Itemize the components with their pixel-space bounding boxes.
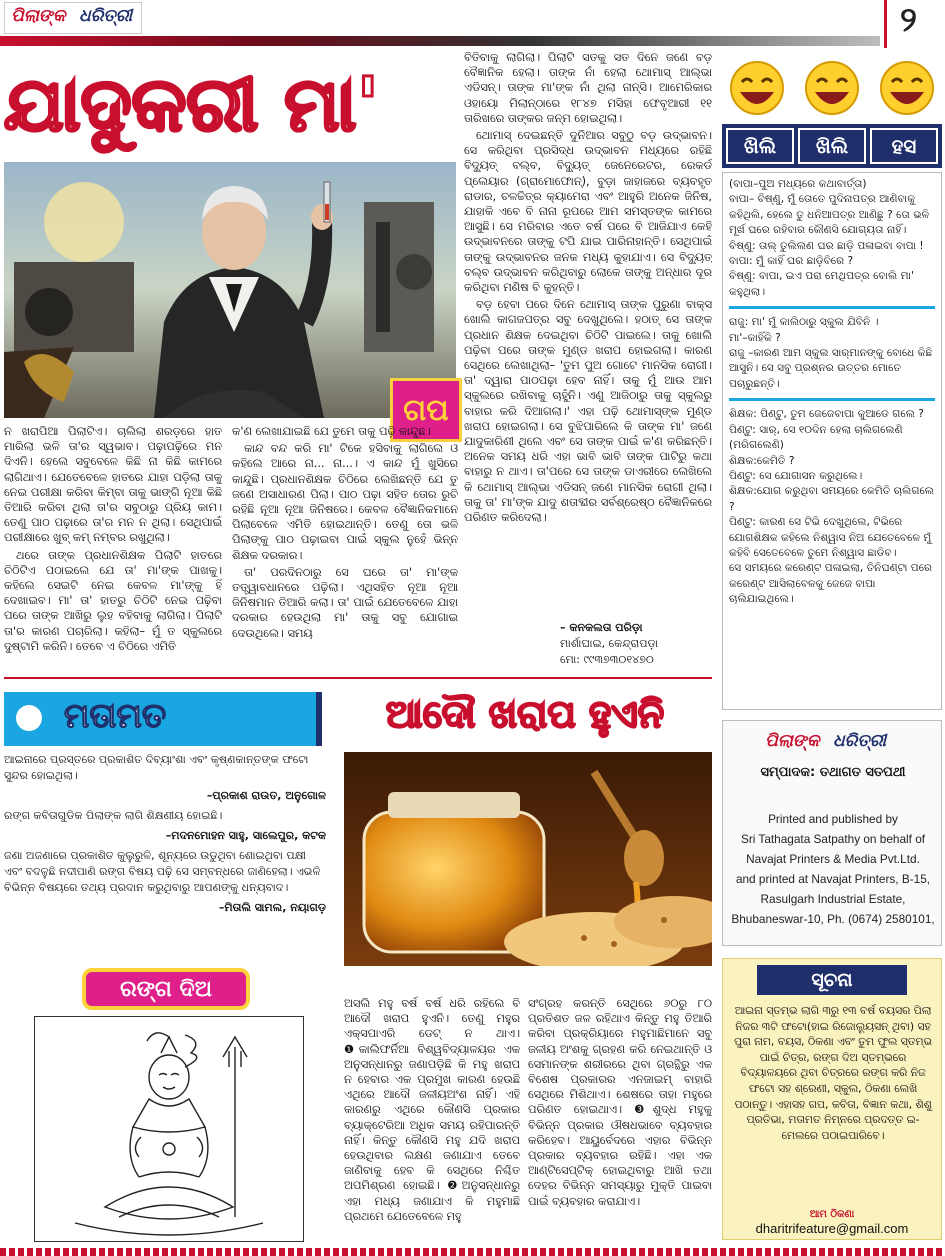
opinion-text: ଜଣା ଅଜଣାରେ ପ୍ରକାଶିତ କୁଲୁରୁଳି, ଶୂନ୍ୟରେ ଉଡୁଥିବା ଶୋଇଥିବା ପକ୍ଷୀ ଏବଂ ବଦଳୁଛି ନଦୀପାଣି ରଙ୍ଗ ବିଷୟ ପଢ଼ି ସେ ସମ୍ବନ୍ଧରେ ଜାଣିହେଲା। ଏଭଳି ବିଭିନ୍ନ ବିଷୟରେ ତଥ୍ୟ ପ୍ରଦାନ କରୁଥିବାରୁ ଆପଣଙ୍କୁ ଧନ୍ୟବାଦ। <box>4 849 321 894</box>
footer-rule <box>0 1248 945 1256</box>
logo-red-text: ପିଲାଙ୍କ <box>11 6 66 26</box>
imprint-line: Navajat Printers & Media Pvt.Ltd. <box>746 852 920 866</box>
honey-title: ଆଦୌ ଖରାପ ହୁଏନି <box>385 692 665 736</box>
opinions-title-bar <box>4 692 322 746</box>
author-place: ମାର୍ଶାଘାଇ, କେନ୍ଦ୍ରାପଡ଼ା <box>560 637 659 650</box>
honey-image <box>344 752 712 966</box>
opinion-text: ରଙ୍ଗ କବିତାଗୁଡିକ ପିଲାଙ୍କ ଲାଗି ଶିକ୍ଷଣୀୟ ହୋଇଛି। <box>4 809 223 822</box>
coloring-title-badge <box>82 968 250 1010</box>
notice-title-bar <box>757 965 907 995</box>
notice-body: ଆଇନା ସ୍ତମ୍ଭ ଲାଗି ୩ରୁ ୧୩ ବର୍ଷ ବୟସର ପିଲା ନିଜର ୩ଟି ଫଟୋ(ହାଇ ରିଜୋଲ୍ୟୁସନ୍ ଥିବା) ସହ ପୁରା ନାମ, ବୟସ, ଠିକଣା ଏବଂ ତୁମ ଫୁଲ ସ୍ତମ୍ଭ ପାଇଁ ଚିତ୍ର, ରଙ୍ଗ ଦିଅ ସ୍ତମ୍ଭରେ ବିଦ୍ୟାଳୟରେ ଥିବା ଚିତ୍ରରେ ରଙ୍ଗ କରି ନିଜ ଫଟୋ ସହ ଶ୍ରେଣୀ, ସ୍କୁଲ, ଠିକଣା ଲେଖି ପଠାନ୍ତୁ। ଏହାସହ ଗପ, କବିତା, ବିଜ୍ଞାନ କଥା, ଶିଶୁ ପ୍ରତିଭା, ମତାମତ ନିମ୍ନରେ ପ୍ରଦତ୍ତ ଇ-ମେଲରେ ପଠାଇପାରିବେ। <box>734 1004 932 1142</box>
story-paragraph: ତା' ପରଦିନଠାରୁ ସେ ଘରେ ତା' ମା'ଙ୍କ ତତ୍ତ୍ୱାବଧାନରେ ପଢ଼ିଲା। ଏଥିସହିତ ନୂଆ ନୂଆ ଜିନିଷମାନ ତିଆରି କଲା। ତା' ପାଇଁ ଯେତେବେଳେ ଯାହା ଦରକାର ହେଉଥିଲା ମା' ତାକୁ ସବୁ ଯୋଗାଇ ଦେଉଥିଲେ। ସମୟ <box>232 565 458 640</box>
coloring-frame <box>34 1016 304 1242</box>
section-divider <box>4 677 712 679</box>
joke-line: ରାଜୁ: ମା' ମୁଁ କାଲିଠାରୁ ସ୍କୁଲ ଯିବିନି । <box>729 316 879 329</box>
header-rule <box>0 36 880 46</box>
masthead-box <box>722 720 942 946</box>
opinion-item <box>4 848 326 916</box>
page-number: ୨ <box>900 0 917 40</box>
laughing-face-icon <box>806 62 858 114</box>
imprint-line: Bhubaneswar-10, Ph. (0674) 2580101, <box>731 912 935 926</box>
story-paragraph: ବଡ଼ ହେବା ପରେ ଦିନେ ଥୋମାସ୍ ତାଙ୍କ ପୁରୁଣା ବାକ୍ସ ଖୋଲି କାଗଜପତ୍ର ସବୁ ଦେଖୁଥିଲେ। ହଠାତ୍ ସେ ତାଙ୍କ ପ୍ରଧାନ ଶିକ୍ଷକ ଦେଇଥିବା ଚିଠିଟି ପାଇଲେ। ତାକୁ ଖୋଲି ପଢ଼ିବା ପରେ ତାଙ୍କ ମୁଣ୍ଡ ଖରାପ ହୋଇଗଲା। କାରଣ ସେଥିରେ ଲେଖାଥିଲା– 'ତୁମ ପୁଅ ଗୋଟେ ମାନସିକ ରୋଗୀ। ତା' ଦ୍ୱାରା ପାଠପଢ଼ା ହେବ ନାହିଁ। ତାକୁ ମୁଁ ଆଉ ଆମ ସ୍କୁଲରେ ରଖିବାକୁ ଚାହୁଁନି। ଏଣୁ ଆଜିଠାରୁ ତାକୁ ସ୍କୁଲରୁ ବାହାର କରି ଦିଆଗଲା।' ଏହା ପଢ଼ି ଥୋମାସ୍‌ଙ୍କ ମୁଣ୍ଡ ଖରାପ ହୋଇଗଲା। ସେ ବୁଝିପାରିଲେ କି ତାଙ୍କ ମା' ଜଣେ ଯାଦୁକାରିଣୀ ଥିଲେ ଏବଂ ସେ ତାଙ୍କ ପାଇଁ କ'ଣ କରିଛନ୍ତି। ଅନେକ ସମୟ ଧରି ଏହା ଭାବି ଭାବି ତାଙ୍କ ପାଟିରୁ କଥା ବାହାରୁ ନ ଥାଏ। ତା'ପରେ ସେ ତାଙ୍କ ଡାଏରୀରେ ଲେଖିଲେ କି ଥୋମାସ୍ ଆଲ୍ଭା ଏଡିସନ୍ ଜଣେ ମାନସିକ ରୋଗୀ ଥିଲା। ତାକୁ ତା' ମା'ଙ୍କ ଯାଦୁ ଶତାବ୍ଦୀର ସର୍ବଶ୍ରେଷ୍ଠ ବୈଜ୍ଞାନିକରେ ପରିଣତ କରିଦେଲା। <box>464 298 712 525</box>
joke-divider <box>729 398 935 401</box>
story-paragraph: କାନ୍ଦ ବନ୍ଦ କରି ମା' ଟିକେ ହସିବାକୁ ଲାଗିଲେ ଓ କହିଲେ ଆରେ ନା... ନା...। ଏ କାନ୍ଦ ମୁଁ ଖୁସିରେ କାନ୍ଦୁଛି। ପ୍ରଧାନଶିକ୍ଷକ ଚିଠିରେ ଲେଖିଛନ୍ତି ଯେ ତୁ ଜଣେ ଅସାଧାରଣ ପିଲା। ପାଠ ପଢ଼ା ସହିତ ତୋର ରୁଚି ରହିଛି ନୂଆ ନୂଆ ଜିନିଷରେ। କେବଳ ବୈଜ୍ଞାନିକମାନେ ପିଲାବେଳେ ଏମିତି ହୋଇଥାନ୍ତି। ତେଣୁ ତୋ ଭଳି ପିଲାଙ୍କୁ ପାଠ ପଢ଼ାଇବା ପାଇଁ ସ୍କୁଲ ନୁହେଁ ଭିନ୍ନ ଶିକ୍ଷକ ଦରକାର। <box>232 442 458 562</box>
jokes-title-word <box>870 128 938 164</box>
bullet-circle-icon <box>16 705 42 731</box>
imprint-line: and printed at Navajat Printers, B-15, <box>735 872 931 886</box>
joke-block <box>729 315 935 392</box>
joke-line: ପିଣ୍ଟୁ: ସେ ଯୋଗାସନ କରୁଥିଲେ। <box>729 469 863 482</box>
jokes-title-word <box>726 128 794 164</box>
opinion-author: –ମଦନମୋହନ ସାହୁ, ସାଲେପୁର, କଟକ <box>165 829 326 842</box>
logo-blue-text: ଧରିତ୍ରୀ <box>79 6 133 26</box>
notice-box <box>722 958 942 1240</box>
opinion-author: –ମିତାଲି ସାମଲ, ନୟାଗଡ଼ <box>218 901 326 914</box>
story-column-3 <box>464 50 712 616</box>
story-column-2 <box>232 424 458 670</box>
page-number-divider <box>884 0 887 48</box>
jokes-title-word <box>798 128 866 164</box>
masthead-editor: ସମ୍ପାଦକ: ତଥାଗତ ସତପଥୀ <box>760 765 906 780</box>
story-author <box>560 620 712 668</box>
jokes-title-word-text: ଖିଲି <box>743 134 777 158</box>
joke-line: ସେ ସମୟରେ କରେଣ୍ଟ ପଳାଇଲା, ତିନିଘଣ୍ଟା ପରେ କରେଣ୍ଟ ଆସିଲାବେଳକୁ ଜେଜେ ବାପା ଚାଲିଯାଇଥିଲେ। <box>729 562 933 606</box>
joke-line: ଶିକ୍ଷକ:କେମିତି ? <box>729 454 795 467</box>
jokes-box <box>722 172 942 710</box>
laughing-emoji-row <box>722 58 942 118</box>
logo-blue-text: ଧରିତ୍ରୀ <box>833 731 887 751</box>
shiva-drawing <box>35 1017 303 1241</box>
honey-column-1: ଅସଲି ମହୁ ବର୍ଷ ବର୍ଷ ଧରି ରହିଲେ ବି ଆଦୌ ଖରାପ ହୁଏନି। ତେଣୁ ମହୁର ଏକ୍ସପାଏରି ଡେଟ୍ ନ ଥାଏ। ❶କାଲିଫର୍ନିଆ ବିଶ୍ୱବିଦ୍ୟାଳୟର ଏକ ଅନୁସନ୍ଧାନରୁ ଜଣାପଡ଼ିଛି କି ମହୁ ଖରାପ ନ ହେବାର ଏକ ପ୍ରମୁଖ କାରଣ ହେଉଛି ଏଥିରେ ଆଦୌ ଜଳୀୟଅଂଶ ନାହିଁ। ଏହି କାରଣରୁ ଏଥିରେ କୌଣସି ପ୍ରକାର ବ୍ୟାକ୍ଟେରିଆ ଅଧିକ ସମୟ ରହିପାରନ୍ତି ନାହିଁ। କିନ୍ତୁ କୌଣସି ମହୁ ଯଦି ଖରାପ ହେଉଥିବାର ଲକ୍ଷଣ ଜଣାଯାଏ ତେବେ ଜାଣିବାକୁ ହେବ କି ସେଥିରେ ନିଶ୍ଚିତ ଅପମିଶ୍ରଣ ହୋଇଛି। ❷ଅନୁସନ୍ଧାନରୁ ଏହା ମଧ୍ୟ ଜଣାଯାଏ କି ମହୁମାଛି ପ୍ରଥମେ ଯେତେବେଳେ ମହୁ <box>344 997 520 1223</box>
logo-red-text: ପିଲାଙ୍କ <box>765 731 820 751</box>
opinions-list <box>4 752 326 920</box>
joke-line: ପିଣ୍ଟୁ: କାରଣ ସେ ଟିଭି ଦେଖୁଥିଲେ, ଟିଭିରେ ଯୋଗଶିକ୍ଷକ କହିଲେ ନିଶ୍ୱାସ ନିଅ ଯେତେବେଳେ ମୁଁ କହିବି ସେତେବେଳେ ତୁମେ ନିଶ୍ୱାସ ଛାଡିବ। <box>729 516 932 559</box>
story-paragraph: ବିତିବାକୁ ଲାଗିଲା। ପିଲାଟି ସତକୁ ସତ ଦିନେ ଜଣେ ବଡ଼ ବୈଜ୍ଞାନିକ ହେଲା। ତାଙ୍କ ନାଁ ହେଲା ଥୋମାସ୍ ଆଲ୍ଭା ଏଡିସନ୍। ତାଙ୍କ ମା'ଙ୍କ ନାଁ ଥିଲା ନାନ୍ସି। ଆମେରିକାର ଓହାୟୋ ମିଲାନ୍‌ଠାରେ ୧୮୪୭ ମସିହା ଫେବୃଆରୀ ୧୧ ତାରିଖରେ ତାଙ୍କର ଜନ୍ମ ହୋଇଥିଲା। <box>464 51 712 125</box>
story-paragraph: ଥୋମାସ୍ ଦେଇଛନ୍ତି ଦୁନିଆର ସବୁଠୁ ବଡ଼ ଉଦ୍ଭାବନ। ସେ କରିଥିବା ପ୍ରସିଦ୍ଧ ଉଦ୍ଭାବନ ମଧ୍ୟରେ ରହିଛି ବିଦ୍ୟୁତ୍ ବଲ୍ବ, ବିଦ୍ୟୁତ୍ ଜେନେରେଟର, ରେକର୍ଡ ପ୍ଲେୟାର (ଗ୍ରାମୋଫୋନ୍), ବୁଡ଼ା ଜାହାଜରେ ବ୍ୟବହୃତ ରାଡାର, ଚଳଚ୍ଚିତ୍ର କ୍ୟାମେରା ଏବଂ ଆହୁରି ଅନେକ ଜିନିଷ, ଯାହାକି ଏବେ ବି ନାନା ରୂପରେ ଆମ ସମସ୍ତଙ୍କ କାମରେ ଆସୁଛି। ସେ ମରିବାର ଏତେ ବର୍ଷ ପରେ ବି ଆଜିଯାଏ କେହି ଉଦ୍ଭାବନରେ ତାଙ୍କୁ ଟପି ଯାଇ ପାରିନାହାନ୍ତି। ସେଥିପାଇଁ ତାଙ୍କୁ ଉଦ୍ଭାବନର ଜନକ ମଧ୍ୟ କୁହାଯାଏ। ସେ ବିଦ୍ୟୁତ୍ ବଲ୍ବ ଉଦ୍ଭାବନ କରିଥିବାରୁ ଲୋକେ ତାଙ୍କୁ ଅନ୍ଧାର ଦୂର କରିଥିବା ମଣିଷ ବି କୁହନ୍ତି। <box>464 129 712 295</box>
opinion-item <box>4 808 326 844</box>
jokes-title-bar <box>722 124 942 168</box>
joke-line: ରାଜୁ –କାରଣ ଆମ ସ୍କୁଲ ସାର୍‌ମାନଙ୍କୁ ବୋଧେ କିଛି ଆସୁନି। ସେ ସବୁ ପ୍ରଶ୍ନର ଉତ୍ତର ମୋତେ ପଚାରୁଛନ୍ତି। <box>729 347 933 390</box>
story-paragraph: କ'ଣ ଲେଖାଯାଇଛି ଯେ ତୁମେ ତାକୁ ପଢ଼ି କାନ୍ଦୁଛ। <box>232 425 431 438</box>
masthead-imprint <box>727 809 939 929</box>
coloring-title: ରଙ୍ଗ ଦିଅ <box>120 976 212 1002</box>
jokes-title-word-text: ଖିଲି <box>815 134 849 158</box>
joke-line: ବିଷ୍ଣୁ: ତାଲ୍ ତୁଲିଲଣ ଘର ଛାଡ଼ି ପଳାଇବା ବାପା ! <box>729 239 924 252</box>
opinion-author: –ପ୍ରକାଶ ରାଉତ, ଅନୁଗୋଳ <box>206 789 326 802</box>
honey-column-2: ସଂଗ୍ରହ କରନ୍ତି ସେଥିରେ ୬୦ରୁ ୮୦ ପ୍ରତିଶତ ଜଳ ରହିଥାଏ କିନ୍ତୁ ମହୁ ତିଆରି କରିବା ପ୍ରକ୍ରିୟାରେ ମହୁମାଛିମାନେ ସବୁ ଜଳୀୟ ଅଂଶକୁ ଗ୍ରହଣ କରି ନେଇଥାନ୍ତି ଓ ସେମାନଙ୍କ ଶରୀରରେ ଥିବା ଗ୍ରନ୍ଥିରୁ ଏକ ବିଶେଷ ପ୍ରକାରର ଏନଜାଇମ୍ ବାହାରି ସେଥିରେ ମିଶିଥାଏ। ଶେଷରେ ତାହା ମହୁରେ ପରିଣତ ହୋଇଥାଏ। ❸ଶୁଦ୍ଧ ମହୁକୁ ବିଭିନ୍ନ ପ୍ରକାର ଔଷଧଭାବେ ବ୍ୟବହାର କରିହେବ। ଆୟୁର୍ବେଦରେ ଏହାର ବିଭିନ୍ନ ପ୍ରକାର ବ୍ୟବହାର ରହିଛି। ଏହା ଏକ ଆଣ୍ଟିସେପ୍ଟିକ୍ ହୋଇଥିବାରୁ ଆଖି ତଥା ଦେହର ବିଭିନ୍ନ ସମସ୍ୟାରୁ ମୁକ୍ତି ପାଇବା ପାଇଁ ବ୍ୟବହାର କରାଯାଏ। <box>528 997 712 1208</box>
story-column-1 <box>4 424 222 670</box>
joke-line: ବାପା– ବିଷ୍ଣୁ, ମୁଁ ତୋତେ ପୁଦିନାପତ୍ର ଆଣିବାକୁ କହିଥିଲି, ହେଲେ ତୁ ଧନିଆପତ୍ର ଆଣିଛୁ ? ତୋ ଭଳି ମୂର୍ଖ ଘରେ ରହିବାର କୌଣସି ଯୋଗ୍ୟତା ନାହିଁ। <box>729 193 930 237</box>
joke-block <box>729 177 935 300</box>
opinion-item <box>4 752 326 804</box>
notice-title: ସୂଚନା <box>811 969 853 991</box>
joke-line: ଶିକ୍ଷକ:ଯୋଗ କରୁଥିବା ସମୟରେ କେମିତି ଚାଲିଗଲେ ? <box>729 485 934 513</box>
opinions-title: ମତାମତ <box>64 696 167 736</box>
imprint-line: Rasulgarh Industrial Estate, <box>760 892 906 906</box>
notice-email-link[interactable]: dharitrifeature@gmail.com <box>755 1221 909 1236</box>
masthead-logo <box>761 729 901 757</box>
joke-line: (ବାପା–ପୁଅ ମଧ୍ୟରେ କଥାବାର୍ତ୍ତା) <box>729 178 867 190</box>
imprint-line: Printed and published by <box>768 812 898 826</box>
jokes-title-word-text: ହସ <box>891 134 917 158</box>
opinion-text: ଆଇନାରେ ପ୍ରସ୍ତରେ ପ୍ରକାଶିତ ଦିବ୍ୟାଂଶା ଏବଂ କୃଷ୍ଣକାନ୍ତଙ୍କ ଫଟୋ ସୁନ୍ଦର ହୋଇଥିଲା। <box>4 753 309 782</box>
joke-divider <box>729 306 935 309</box>
joke-line: ପିଣ୍ଟୁ: ସାର୍, ସେ ୧୦ଦିନ ହେଲା ଚାଲିଗଲେଣି (ମରିଗଲେଣି) <box>729 423 903 452</box>
author-phone: ମୋ: ୯୯୩୭୩୦୧୪୭୦ <box>560 653 654 666</box>
joke-line: ବାପା: ମୁଁ କାହିଁ ଘର ଛାଡ଼ିବିରେ ? <box>729 255 854 268</box>
author-name: – କନକଲତା ପରିଡ଼ା <box>560 621 643 634</box>
story-paragraph: ନ ଖରାପିଆ ପିଲାଟିଏ। ଚାଲିଲା ଶରଡ଼ରେ ହାତ ମାରିଲା ଭଳି ତା'ର ସ୍ୱଭାବ। ପଢ଼ାପଢ଼ିରେ ମନ ଦିଏନି। ହେଲେ ସବୁବେଳେ କିଛି ନା କିଛି କାମରେ ଲାଗିଥାଏ। ଯେତେବେଳେ ହାତରେ ଯାହା ପଡ଼ିଲା ତାକୁ ନେଇ ପରୀକ୍ଷା କରିବା କିମ୍ବା ତାକୁ ଭାଙ୍ଗି ନୂଆ କିଛି ତିଆରି କରିବା ଥିଲା ତା'ର ସବୁଠାରୁ ପ୍ରିୟ କାମ। ତେଣୁ ପାଠ ପଢ଼ାରେ ତା'ର ମନ ନ ଥିଲା। ସେଥିପାଇଁ ପରୀକ୍ଷାରେ ଖୁବ୍ କମ୍ ନମ୍ବର ରଖୁଥିଲା। <box>4 425 222 545</box>
imprint-line: Sri Tathagata Satpathy on behalf of <box>740 832 926 846</box>
story-paragraph: ଥରେ ତାଙ୍କ ପ୍ରଧାନଶିକ୍ଷକ ପିଲାଟି ହାତରେ ଚିଠିଟିଏ ପଠାଇଲେ ଯେ ତା' ମା'ଙ୍କ ପାଖକୁ। କହିଲେ ସେଇଟି ନେଇ କେବଳ ମା'ଙ୍କୁ ହିଁ ଦେଖାଇବ। ମା' ତା' ହାତରୁ ଚିଠିଟି ନେଇ ପଢ଼ିବା ପରେ ତାଙ୍କ ଆଖିରୁ ଲୁହ ବହିବାକୁ ଲାଗିଲା। ପିଲାଟି ତା'ର କାରଣ ପଚାରିଲା। କହିଲା– ମୁଁ ତ ସ୍କୁଲରେ ଦୁଷ୍ଟାମି କରିନି। ତେବେ ଏ ଚିଠିରେ ଏମିତି <box>4 548 222 653</box>
feature-image <box>4 162 456 418</box>
feature-title: ଯାଦୁକରୀ ମା' <box>4 62 380 148</box>
joke-line: ଶିକ୍ଷକ: ପିଣ୍ଟୁ, ତୁମ ଜେଜେବାପା କୁଆଡେ ଗଲେ ? <box>729 408 924 421</box>
laughing-face-icon <box>731 62 783 114</box>
joke-line: ମା'–କାହିଁକି ? <box>729 331 781 344</box>
laughing-face-icon <box>881 62 933 114</box>
story-tag-text: ଗପ <box>403 392 449 428</box>
header-logo <box>4 2 142 34</box>
notice-address-label: ଆମ ଠିକଣା <box>809 1209 855 1220</box>
joke-line: ବିଷ୍ଣୁ: ବାପା, ଇଏ ପରା ମେଥିପତ୍ର ବୋଲି ମା' କହୁଥିଲା। <box>729 270 914 298</box>
joke-block <box>729 407 935 607</box>
